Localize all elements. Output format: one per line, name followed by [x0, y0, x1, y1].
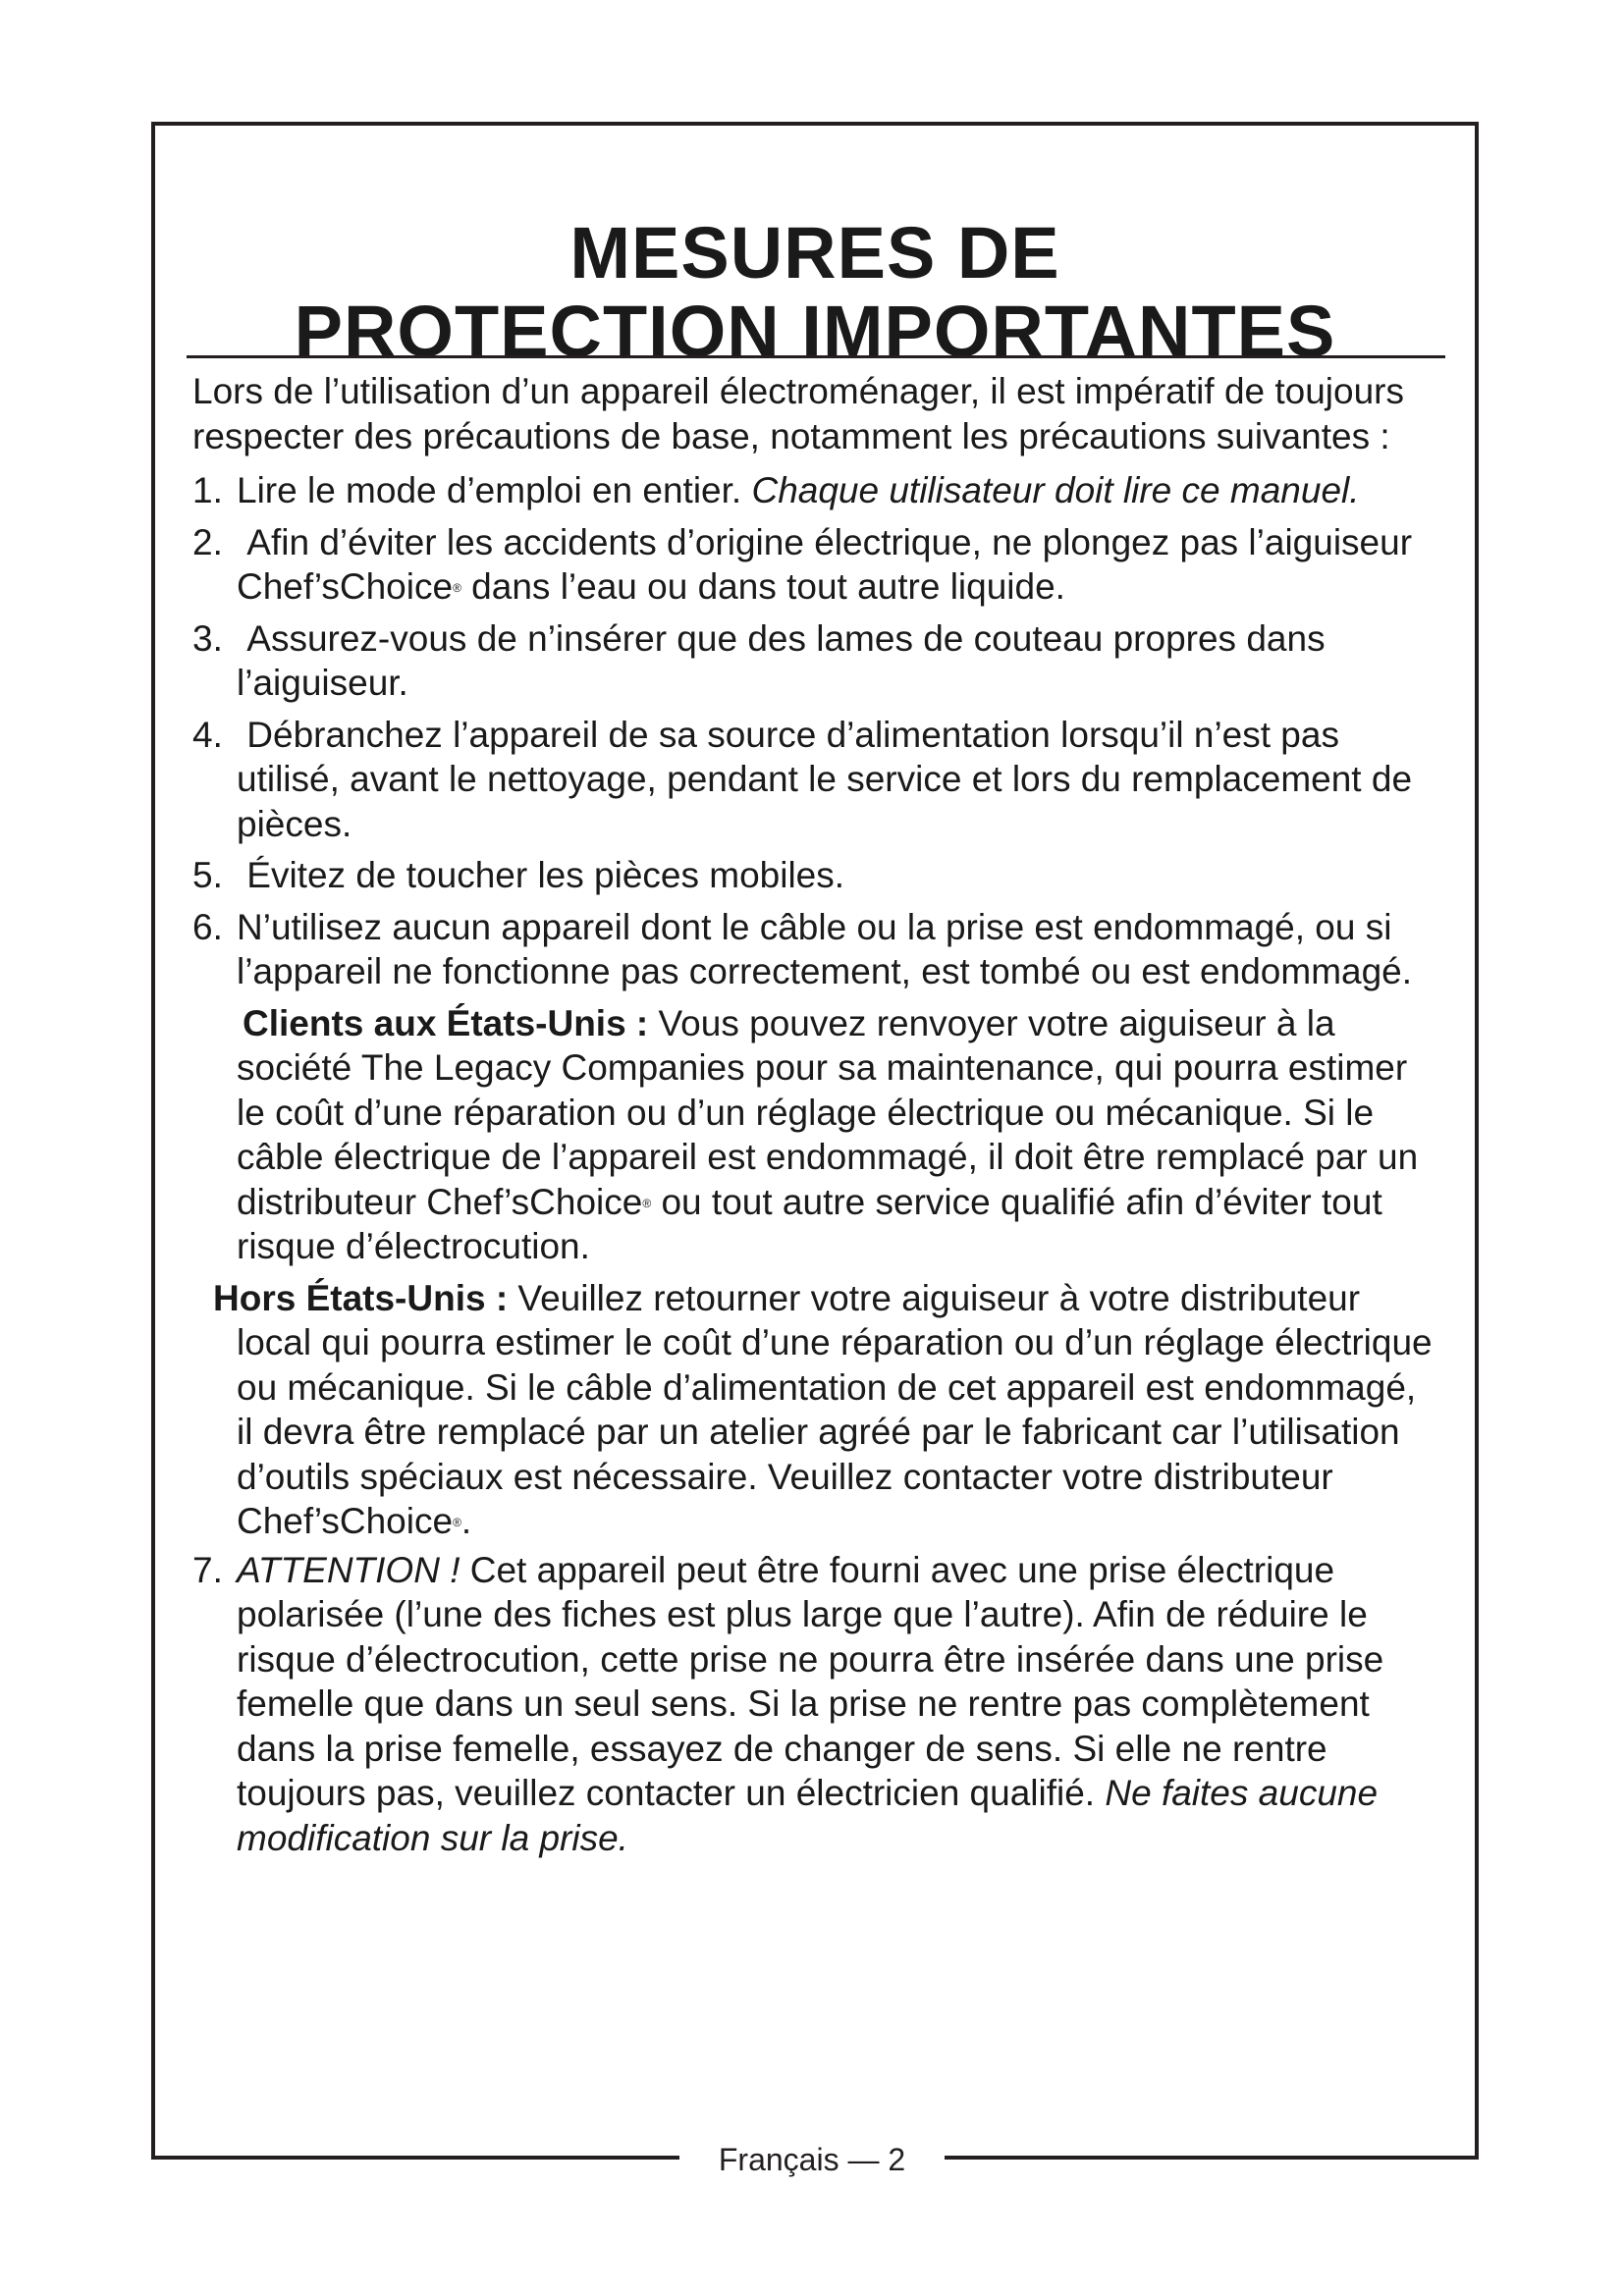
item-text-continued: dans l’eau ou dans tout autre liquide.	[460, 566, 1065, 607]
safeguards-body	[192, 369, 1439, 1867]
title-line-1: MESURES DE	[569, 212, 1060, 294]
list-item-4	[192, 713, 1439, 847]
item-italic-text: Chaque utilisateur doit lire ce manuel.	[751, 470, 1360, 510]
item-number: 4.	[192, 714, 223, 755]
item-text: Lire le mode d’emploi en entier.	[237, 470, 752, 510]
registered-mark: ®	[453, 1516, 461, 1529]
registered-mark: ®	[642, 1196, 652, 1210]
list-item-1	[192, 468, 1439, 513]
outside-us-text-end: .	[460, 1501, 472, 1541]
title-underline	[187, 355, 1445, 358]
title-line-2: PROTECTION IMPORTANTES	[294, 291, 1336, 372]
registered-mark: ®	[453, 581, 461, 595]
item-text: Cet appareil peut être fourni avec une prise électrique polarisée (l’une des fiches est plus large que l’autre). Afin de réduire le risque d’électrocution, cette prise ne pourra être insérée dans une prise femelle que dans un seul sens. Si la prise ne rentre pas complètement dans la prise femelle, essayez de changer de sens. Si elle ne rentre toujours pas, veuillez contacter un électricien qualifié.	[237, 1549, 1384, 1813]
item-number: 2.	[192, 521, 223, 562]
item-number: 5.	[192, 855, 223, 895]
item-number: 7.	[192, 1549, 223, 1590]
outside-us-paragraph	[213, 1276, 1439, 1544]
page-title	[187, 214, 1443, 371]
list-item-3	[192, 616, 1439, 706]
item-number: 6.	[192, 906, 223, 947]
us-customers-paragraph	[237, 1001, 1439, 1269]
item-text: Assurez-vous de n’insérer que des lames de couteau propres dans l’aiguiseur.	[237, 617, 1326, 703]
item-text: Débranchez l’appareil de sa source d’alimentation lorsqu’il n’est pas utilisé, avant le nettoyage, pendant le service et lors du remplacement de pièces.	[237, 714, 1413, 844]
item-text: Afin d’éviter les accidents d’origine électrique, ne plongez pas l’aiguiseur Chef’sChoice	[237, 521, 1413, 607]
page-number: Français — 2	[679, 2142, 945, 2177]
list-item-6	[192, 905, 1439, 994]
item-text: N’utilisez aucun appareil dont le câble ou la prise est endommagé, ou si l’appareil ne fonctionne pas correctement, est tombé ou est endommagé.	[237, 906, 1413, 991]
item-number: 1.	[192, 470, 223, 510]
warning-label: ATTENTION !	[237, 1549, 460, 1590]
intro-paragraph: Lors de l’utilisation d’un appareil électroménager, il est impératif de toujours respecter des précautions de base, notamment les précautions suivantes :	[192, 371, 1405, 456]
item-text: Évitez de toucher les pièces mobiles.	[246, 855, 845, 895]
us-customers-text-continued: ou tout autre service qualifié afin d’éviter tout risque d’électrocution.	[237, 1181, 1382, 1266]
item-number: 3.	[192, 617, 223, 659]
list-item-5	[192, 853, 1439, 898]
us-customers-text: Vous pouvez renvoyer votre aiguiseur à la société The Legacy Companies pour sa maintenance, qui pourra estimer le coût d’une réparation ou d’un réglage électrique ou mécanique. Si le câble électrique de l’appareil est endommagé, il doit être remplacé par un distributeur Chef’sChoice	[237, 1002, 1419, 1222]
list-item-7	[192, 1548, 1439, 1861]
outside-us-text: Veuillez retourner votre aiguiseur à votre distributeur local qui pourra estimer le coût d’une réparation ou d’un réglage électrique ou mécanique. Si le câble d’alimentation de cet appareil est endommagé, il devra être remplacé par un atelier agréé par le fabricant car l’utilisation d’outils spéciaux est nécessaire. Veuillez contacter votre distributeur Chef’sChoice	[237, 1277, 1433, 1541]
page-footer	[0, 2138, 1624, 2181]
outside-us-label: Hors États-Unis :	[213, 1277, 509, 1318]
list-item-2	[192, 520, 1439, 610]
us-customers-label: Clients aux États-Unis :	[243, 1002, 649, 1043]
item-italic-text: Ne faites aucune modification sur la prise.	[237, 1773, 1379, 1858]
